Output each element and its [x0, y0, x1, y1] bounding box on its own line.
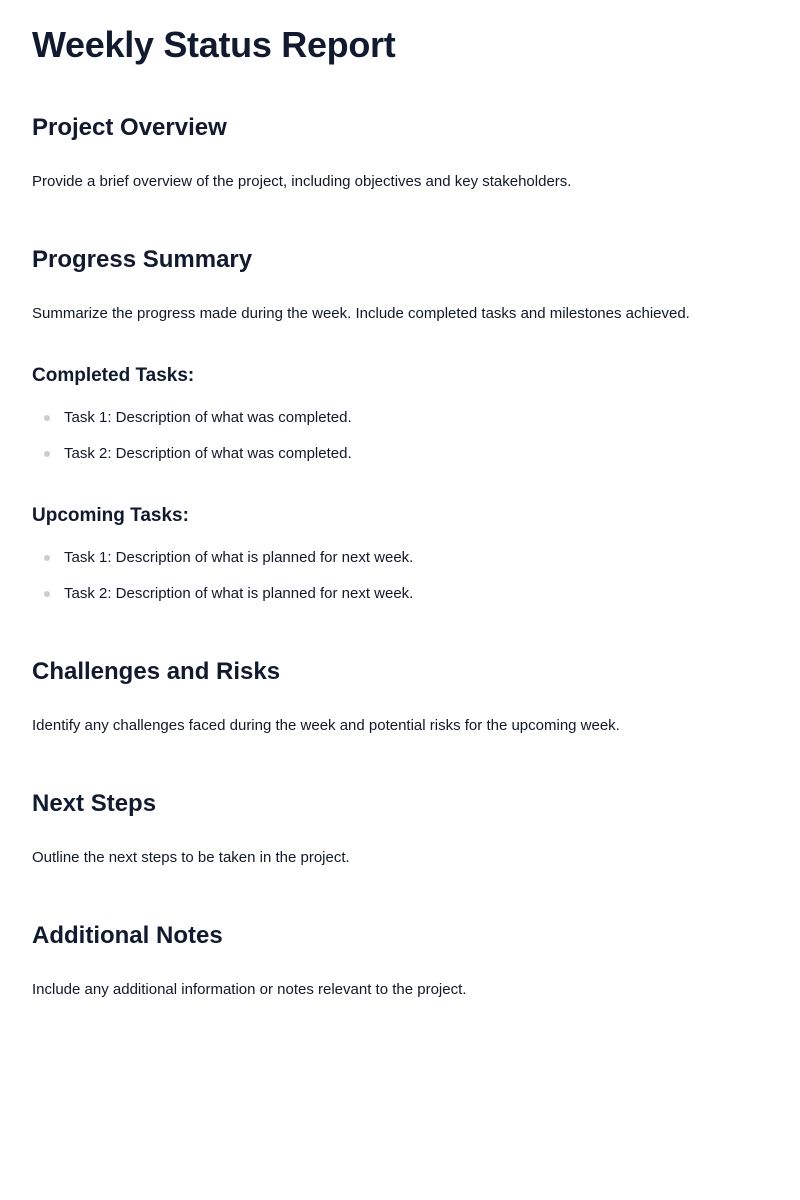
section-text-next-steps: Outline the next steps to be taken in the project.: [32, 849, 350, 866]
section-heading-notes: Additional Notes: [32, 922, 223, 949]
list-item-text: Task 2: Description of what is planned for next week.: [64, 585, 414, 602]
subheading-completed-tasks: Completed Tasks:: [32, 365, 195, 386]
subheading-upcoming-tasks: Upcoming Tasks:: [32, 505, 189, 526]
list-item: [32, 540, 413, 576]
completed-tasks-list: [32, 400, 352, 472]
section-heading-progress: Progress Summary: [32, 246, 253, 273]
list-item: [32, 436, 352, 472]
section-heading-challenges: Challenges and Risks: [32, 658, 281, 685]
bullet-icon: [44, 555, 50, 561]
section-text-progress: Summarize the progress made during the week. Include completed tasks and milestones achieved.: [32, 305, 690, 322]
section-text-notes: Include any additional information or notes relevant to the project.: [32, 981, 467, 998]
bullet-icon: [44, 451, 50, 457]
page-title: Weekly Status Report: [32, 24, 396, 65]
section-heading-overview: Project Overview: [32, 114, 227, 141]
list-item: [32, 400, 352, 436]
section-text-overview: Provide a brief overview of the project, including objectives and key stakeholders.: [32, 173, 572, 190]
bullet-icon: [44, 591, 50, 597]
list-item-text: Task 2: Description of what was completed.: [64, 445, 352, 462]
section-heading-next-steps: Next Steps: [32, 790, 157, 817]
bullet-icon: [44, 415, 50, 421]
section-text-challenges: Identify any challenges faced during the week and potential risks for the upcoming week.: [32, 717, 620, 734]
list-item-text: Task 1: Description of what is planned for next week.: [64, 549, 414, 566]
upcoming-tasks-list: [32, 540, 413, 612]
list-item-text: Task 1: Description of what was completed.: [64, 409, 352, 426]
list-item: [32, 576, 413, 612]
